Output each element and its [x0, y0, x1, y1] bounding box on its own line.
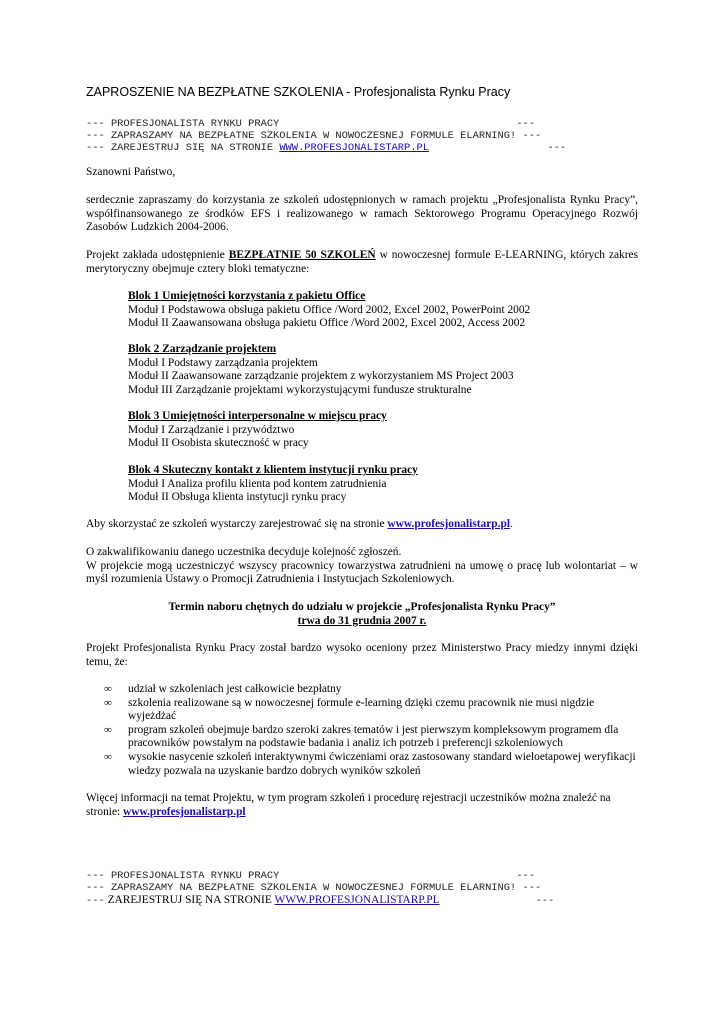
top-banner — [86, 118, 566, 154]
module-item: Moduł II Obsługa klienta instytucji rynku pracy — [128, 491, 347, 504]
footer-website-link[interactable]: WWW.PROFESJONALISTARP.PL — [274, 894, 440, 906]
module-item: Moduł I Podstawy zarządzania projektem — [128, 356, 318, 369]
banner-website-link[interactable]: WWW.PROFESJONALISTARP.PL — [279, 142, 429, 154]
project-paragraph: Projekt zakłada udostępnienie BEZPŁATNIE 50 SZKOLEŃ w nowoczesnej formule E-LEARNING, których zakres merytoryczny obejmuje cztery bloki tematyczne: — [86, 249, 638, 275]
block-heading: Blok 1 Umiejętności korzystania z pakietu Office — [128, 290, 366, 302]
banner-line-2: --- ZAPRASZAMY NA BEZPŁATNE SZKOLENIA W NOWOCZESNEJ FORMULE ELARNING! --- — [86, 882, 542, 894]
bullet-icon: ∞ — [104, 750, 112, 763]
block-1 — [128, 290, 628, 331]
block-3 — [128, 410, 628, 451]
more-info-paragraph: Więcej informacji na temat Projektu, w tym program szkoleń i procedurę rejestracji uczestników można znaleźć na stronie: www.profesjonalistarp.pl — [86, 792, 611, 818]
module-item: Moduł II Zaawansowane zarządzanie projektem z wykorzystaniem MS Project 2003 — [128, 370, 514, 383]
register-website-link[interactable]: www.profesjonalistarp.pl — [387, 518, 510, 530]
benefits-list — [86, 683, 638, 778]
block-heading: Blok 3 Umiejętności interpersonalne w miejscu pracy — [128, 410, 387, 422]
more-info-website-link[interactable]: www.profesjonalistarp.pl — [123, 805, 246, 818]
module-item: Moduł III Zarządzanie projektami wykorzystującymi fundusze strukturalne — [128, 383, 472, 396]
intro-paragraph: serdecznie zapraszamy do korzystania ze szkoleń udostępnionych w ramach projektu „Profesjonalista Rynku Pracy”, współfinansowanego ze środków EFS i realizowanego w ramach Sektorowego Programu Operacyjnego Rozwój Zasobów Ludzkich 2004-2006. — [86, 194, 638, 234]
banner-line-2: --- ZAPRASZAMY NA BEZPŁATNE SZKOLENIA W NOWOCZESNEJ FORMULE ELARNING! --- — [86, 130, 542, 142]
banner-line-1: --- PROFESJONALISTA RYNKU PRACY --- — [86, 118, 535, 130]
deadline-notice: Termin naboru chętnych do udziału w projekcie „Profesjonalista Rynku Pracy” trwa do 31 grudnia 2007 r. — [168, 601, 556, 627]
module-item: Moduł I Analiza profilu klienta pod kontem zatrudnienia — [128, 477, 387, 490]
qualification-paragraph: O zakwalifikowaniu danego uczestnika decyduje kolejność zgłoszeń. W projekcie mogą uczestniczyć wszyscy pracownicy towarzystwa zatrudnieni na umowę o pracę lub wolontariat – w myśl rozumienia Ustawy o Promocji Zatrudnienia i Instytucjach Szkoleniowych. — [86, 546, 638, 586]
banner-line-1: --- PROFESJONALISTA RYNKU PRACY --- — [86, 870, 535, 882]
register-paragraph: Aby skorzystać ze szkoleń wystarczy zarejestrować się na stronie www.profesjonalistarp.pl. — [86, 518, 513, 530]
list-item: ∞ szkolenia realizowane są w nowoczesnej formule e-learning dzięki czemu pracownik nie musi nigdzie wyjeżdżać — [104, 696, 595, 723]
module-item: Moduł II Osobista skuteczność w pracy — [128, 437, 309, 450]
block-2 — [128, 343, 628, 397]
bottom-banner — [86, 870, 541, 894]
bullet-icon: ∞ — [104, 696, 112, 709]
evaluation-paragraph: Projekt Profesjonalista Rynku Pracy został bardzo wysoko oceniony przez Ministerstwo Pracy miedzy innymi dzięki temu, że: — [86, 642, 638, 668]
block-4 — [128, 464, 628, 505]
document-title: ZAPROSZENIE NA BEZPŁATNE SZKOLENIA - Profesjonalista Rynku Pracy — [86, 85, 511, 99]
bullet-icon: ∞ — [104, 683, 112, 695]
bottom-banner-line-3: --- ZAREJESTRUJ SIĘ NA STRONIE WWW.PROFESJONALISTARP.PL --- — [86, 894, 555, 907]
module-item: Moduł I Zarządzanie i przywództwo — [128, 423, 295, 436]
list-item: ∞ wysokie nasycenie szkoleń interaktywnymi ćwiczeniami oraz zastosowany standard wieloetapowej weryfikacji wiedzy pozwala na uzyskanie bardzo dobrych wyników szkoleń — [104, 750, 636, 777]
bullet-icon: ∞ — [104, 723, 112, 736]
list-item: ∞ udział w szkoleniach jest całkowicie bezpłatny — [104, 683, 342, 695]
module-item: Moduł I Podstawowa obsługa pakietu Office /Word 2002, Excel 2002, PowerPoint 2002 — [128, 303, 531, 316]
list-item: ∞ program szkoleń obejmuje bardzo szeroki zakres tematów i jest pierwszym kompleksowym programem dla pracowników powstałym na podstawie badania i analiz ich potrzeb i preferencji szkoleniowych — [104, 723, 619, 750]
greeting: Szanowni Państwo, — [86, 166, 176, 178]
free-trainings-highlight: BEZPŁATNIE 50 SZKOLEŃ — [228, 249, 376, 261]
module-item: Moduł II Zaawansowana obsługa pakietu Office /Word 2002, Excel 2002, Access 2002 — [128, 317, 526, 330]
block-heading: Blok 2 Zarządzanie projektem — [128, 343, 277, 355]
banner-line-3: --- ZAREJESTRUJ SIĘ NA STRONIE WWW.PROFESJONALISTARP.PL --- — [86, 142, 567, 154]
block-heading: Blok 4 Skuteczny kontakt z klientem instytucji rynku pracy — [128, 464, 418, 476]
